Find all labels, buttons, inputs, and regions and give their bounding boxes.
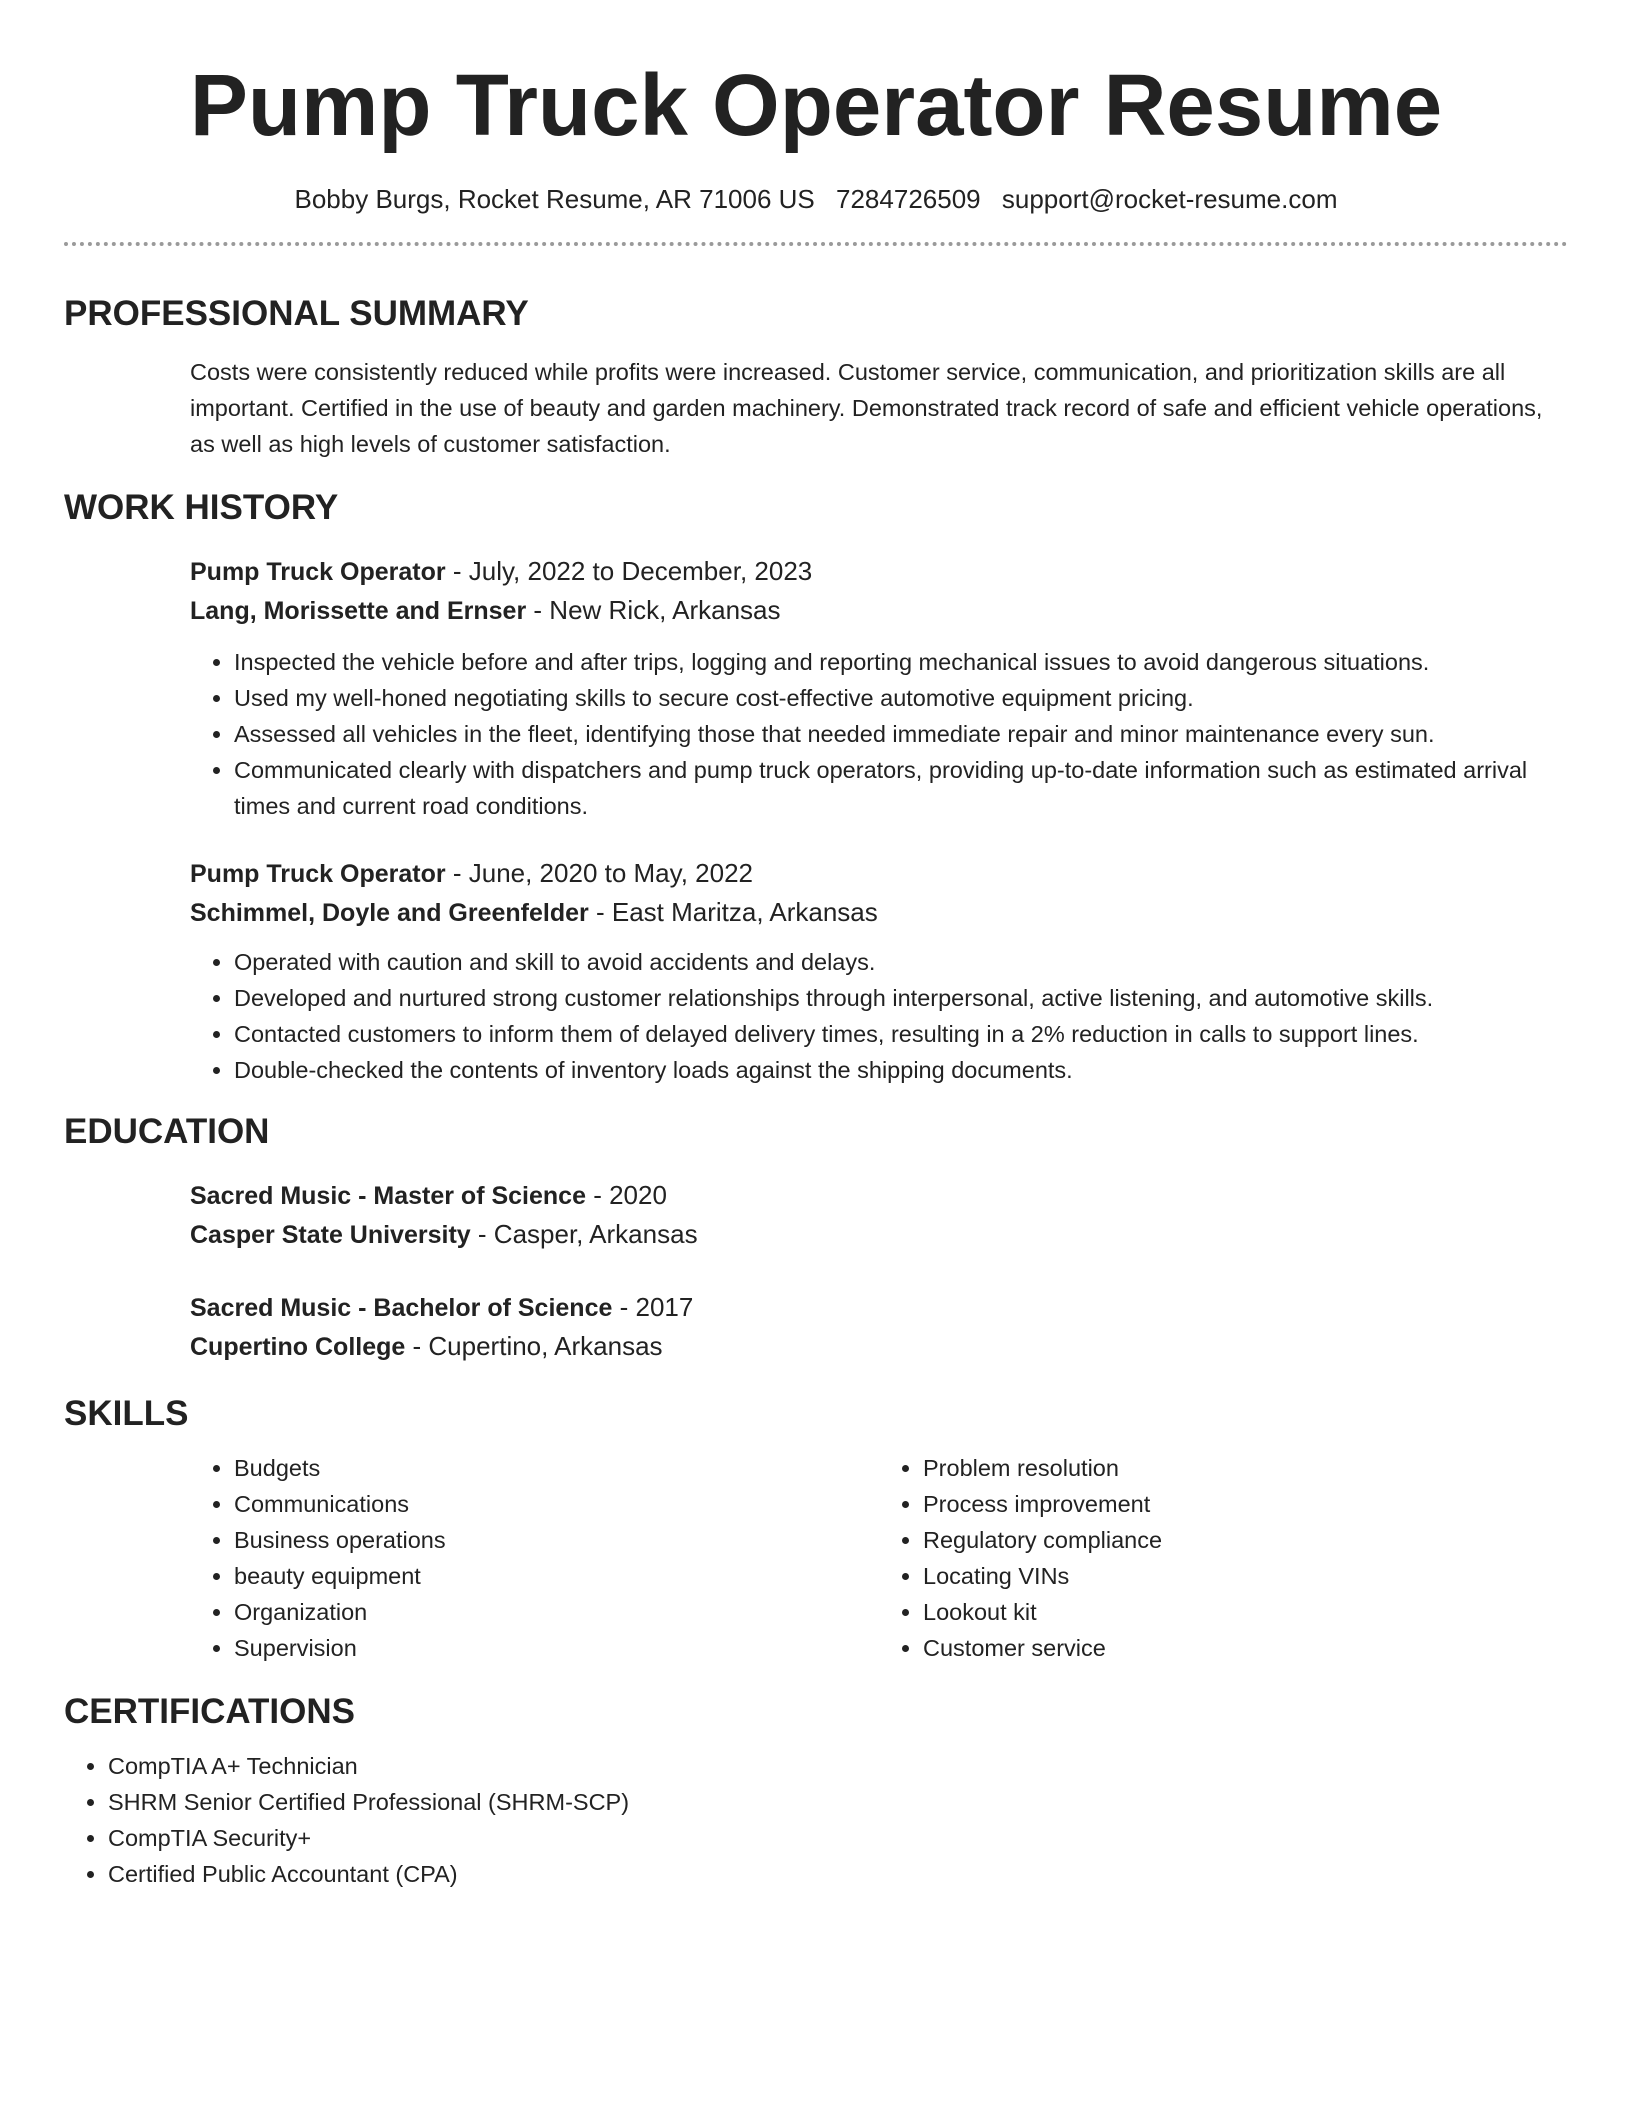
job-title: Pump Truck Operator	[190, 860, 446, 888]
job-company: Lang, Morissette and Ernser	[190, 597, 527, 625]
education-year: - 2017	[612, 1292, 694, 1322]
job-title-line	[190, 552, 1568, 591]
resume-title: Pump Truck Operator Resume	[189, 57, 1443, 154]
education-degree: Sacred Music - Master of Science	[190, 1182, 586, 1210]
job-company-line	[190, 591, 1568, 630]
certification-item: • SHRM Senior Certified Professional (SHRM-SCP)	[108, 1784, 1568, 1820]
job-company-line	[190, 893, 1568, 932]
job-bullet: • Contacted customers to inform them of delayed delivery times, resulting in a 2% reduction in calls to support lines.	[234, 1016, 1568, 1052]
education-degree-line	[190, 1176, 1568, 1215]
skill-item: • Regulatory compliance	[923, 1522, 1568, 1558]
contact-line	[64, 182, 1568, 216]
education-location: - Casper, Arkansas	[470, 1219, 698, 1249]
education-school: Cupertino College	[190, 1333, 406, 1361]
header-divider	[64, 242, 1568, 246]
education-heading: EDUCATION	[64, 1112, 270, 1151]
job-title: Pump Truck Operator	[190, 558, 446, 586]
summary-heading: PROFESSIONAL SUMMARY	[64, 294, 529, 333]
skill-item: • Communications	[234, 1486, 879, 1522]
job-bullet: • Operated with caution and skill to avoid accidents and delays.	[234, 944, 1568, 980]
summary-text: Costs were consistently reduced while profits were increased. Customer service, communication, and prioritization skills are all important. Certified in the use of beauty and garden machinery. Demonstrated track record of safe and efficient vehicle operations, as well as high levels of customer satisfaction.	[190, 359, 1543, 457]
certifications-list	[64, 1748, 1568, 1892]
job-bullets	[190, 644, 1568, 824]
skill-item: • Process improvement	[923, 1486, 1568, 1522]
education-school: Casper State University	[190, 1221, 471, 1249]
job-bullet: • Used my well-honed negotiating skills to secure cost-effective automotive equipment pricing.	[234, 680, 1568, 716]
job-company: Schimmel, Doyle and Greenfelder	[190, 899, 589, 927]
skills-column-right	[879, 1450, 1568, 1666]
job-bullet: • Communicated clearly with dispatchers and pump truck operators, providing up-to-date information such as estimated arrival times and current road conditions.	[234, 752, 1568, 824]
certification-item: • CompTIA A+ Technician	[108, 1748, 1568, 1784]
skill-item: • Customer service	[923, 1630, 1568, 1666]
skill-item: • Supervision	[234, 1630, 879, 1666]
job-dates: - June, 2020 to May, 2022	[445, 858, 754, 888]
skills-heading: SKILLS	[64, 1394, 189, 1433]
work-history-heading: WORK HISTORY	[64, 488, 339, 527]
certifications-heading: CERTIFICATIONS	[64, 1692, 356, 1731]
education-school-line	[190, 1327, 1568, 1366]
skill-item: • Budgets	[234, 1450, 879, 1486]
education-location: - Cupertino, Arkansas	[405, 1331, 663, 1361]
skill-item: • Business operations	[234, 1522, 879, 1558]
job-title-line	[190, 854, 1568, 893]
certification-item: • CompTIA Security+	[108, 1820, 1568, 1856]
education-school-line	[190, 1215, 1568, 1254]
contact-phone: 7284726509	[836, 184, 981, 214]
contact-address: Bobby Burgs, Rocket Resume, AR 71006 US	[294, 184, 815, 214]
skill-item: • beauty equipment	[234, 1558, 879, 1594]
education-entry	[190, 1288, 1568, 1366]
skills-list	[190, 1450, 1568, 1666]
education-entry	[190, 1176, 1568, 1254]
job-location: - East Maritza, Arkansas	[588, 897, 878, 927]
certification-item: • Certified Public Accountant (CPA)	[108, 1856, 1568, 1892]
skill-item: • Locating VINs	[923, 1558, 1568, 1594]
skill-item: • Organization	[234, 1594, 879, 1630]
education-degree-line	[190, 1288, 1568, 1327]
job-bullet: • Developed and nurtured strong customer relationships through interpersonal, active listening, and automotive skills.	[234, 980, 1568, 1016]
job-entry	[190, 854, 1568, 1088]
skill-item: • Lookout kit	[923, 1594, 1568, 1630]
education-year: - 2020	[585, 1180, 667, 1210]
contact-email: support@rocket-resume.com	[1001, 184, 1338, 214]
job-entry	[190, 552, 1568, 824]
job-bullet: • Double-checked the contents of inventory loads against the shipping documents.	[234, 1052, 1568, 1088]
education-degree: Sacred Music - Bachelor of Science	[190, 1294, 613, 1322]
skills-column-left	[190, 1450, 879, 1666]
job-dates: - July, 2022 to December, 2023	[445, 556, 813, 586]
job-bullet: • Assessed all vehicles in the fleet, identifying those that needed immediate repair and minor maintenance every sun.	[234, 716, 1568, 752]
skill-item: • Problem resolution	[923, 1450, 1568, 1486]
job-bullets	[190, 944, 1568, 1088]
job-location: - New Rick, Arkansas	[526, 595, 781, 625]
job-bullet: • Inspected the vehicle before and after trips, logging and reporting mechanical issues to avoid dangerous situations.	[234, 644, 1568, 680]
